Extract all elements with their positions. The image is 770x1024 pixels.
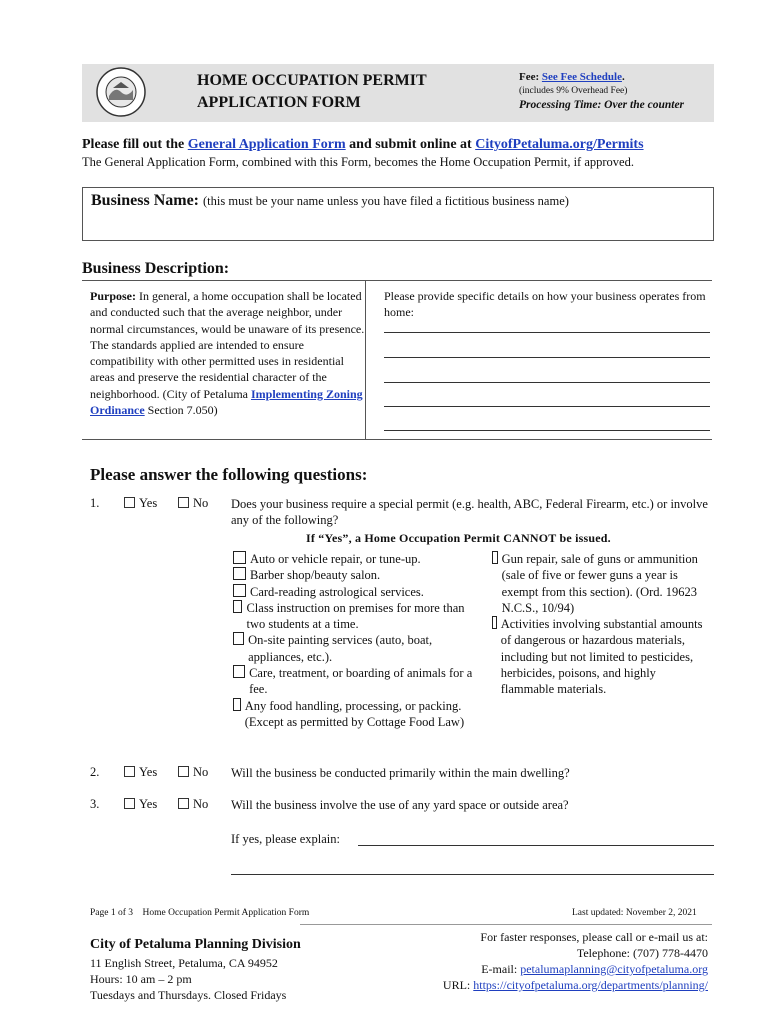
checkbox[interactable] xyxy=(178,798,189,809)
yes-label: Yes xyxy=(139,797,158,811)
office-days: Tuesdays and Thursdays. Closed Fridays xyxy=(90,988,287,1002)
office-address-block xyxy=(90,955,286,1003)
contact-intro: For faster responses, please call or e-mail us at: xyxy=(480,930,708,944)
checkbox[interactable] xyxy=(233,567,246,580)
footer-form-name: Home Occupation Permit Application Form xyxy=(142,908,310,918)
explain-line[interactable] xyxy=(358,845,714,846)
q1-yes-option[interactable] xyxy=(124,496,157,511)
fee-note: (includes 9% Overhead Fee) xyxy=(519,86,628,96)
url-label: URL: xyxy=(442,978,471,992)
processing-time: Processing Time: Over the counter xyxy=(519,99,685,111)
details-prompt: Please provide specific details on how your business operates from home: xyxy=(384,289,706,320)
question-2-text: Will the business be conducted primarily within the main dwelling? xyxy=(231,766,570,780)
question-3-number: 3. xyxy=(90,797,100,811)
intro-line-1 xyxy=(82,137,644,153)
checkbox[interactable] xyxy=(233,600,242,613)
checkbox[interactable] xyxy=(233,551,246,564)
business-name-field[interactable] xyxy=(82,187,714,241)
questions-heading: Please answer the following questions: xyxy=(90,465,368,484)
checkbox[interactable] xyxy=(492,551,498,564)
option-barber-shop[interactable] xyxy=(233,567,473,583)
zoning-ordinance-link[interactable]: Implementing Zoning Ordinance xyxy=(90,386,363,418)
street-address: 11 English Street, Petaluma, CA 94952 xyxy=(90,956,278,970)
purpose-label: Purpose: xyxy=(90,289,136,303)
no-label: No xyxy=(193,765,209,779)
option-label: Gun repair, sale of guns or ammunition (sale of five or fewer guns a year is exempt from this section). (Ord. 19623 N.C.S., 10/94) xyxy=(501,552,698,615)
option-gun-repair[interactable] xyxy=(492,551,712,616)
q2-no-option[interactable] xyxy=(178,765,208,780)
checkbox[interactable] xyxy=(178,766,189,777)
checkbox[interactable] xyxy=(233,698,241,711)
q3-yes-option[interactable] xyxy=(124,797,157,812)
q2-yes-option[interactable] xyxy=(124,765,157,780)
option-class-instruction[interactable] xyxy=(233,600,473,633)
fee-schedule-link[interactable]: See Fee Schedule xyxy=(541,71,622,83)
page-number: Page 1 of 3 xyxy=(90,908,134,918)
footer-page-info xyxy=(90,908,309,918)
question-1-text: Does your business require a special permit (e.g. health, ABC, Federal Firearm, etc.) or involve any of the following? xyxy=(231,497,708,527)
option-label: On-site painting services (auto, boat, appliances, etc.). xyxy=(248,633,433,664)
option-hazardous-materials[interactable] xyxy=(492,616,712,697)
intro-line-2: The General Application Form, combined with this Form, becomes the Home Occupation Permit, if approved. xyxy=(82,155,634,169)
city-seal-logo xyxy=(95,66,147,118)
checkbox[interactable] xyxy=(233,665,245,678)
no-label: No xyxy=(193,797,209,811)
fee-info xyxy=(519,70,719,112)
explain-label: If yes, please explain: xyxy=(231,832,340,846)
planning-url-link[interactable]: https://cityofpetaluma.org/departments/planning/ xyxy=(473,978,708,992)
business-name-note: (this must be your name unless you have filed a fictitious business name) xyxy=(203,194,569,208)
yes-label: Yes xyxy=(139,496,158,510)
q1-warning: If “Yes”, a Home Occupation Permit CANNOT be issued. xyxy=(306,531,611,545)
intro-prefix: Please fill out the xyxy=(82,137,185,152)
checkbox[interactable] xyxy=(233,584,246,597)
telephone: Telephone: (707) 778-4470 xyxy=(576,946,708,960)
option-auto-repair[interactable] xyxy=(233,551,473,567)
fee-label: Fee: xyxy=(519,71,540,83)
q1-left-options xyxy=(233,551,473,730)
checkbox[interactable] xyxy=(178,497,189,508)
footer-divider xyxy=(300,924,712,925)
explain-line[interactable] xyxy=(231,874,714,875)
question-1-number: 1. xyxy=(90,496,100,510)
checkbox[interactable] xyxy=(124,766,135,777)
option-card-reading[interactable] xyxy=(233,584,473,600)
permits-website-link[interactable]: CityofPetaluma.org/Permits xyxy=(475,137,644,152)
question-3-text: Will the business involve the use of any yard space or outside area? xyxy=(231,798,569,812)
option-label: Care, treatment, or boarding of animals for a fee. xyxy=(249,666,473,697)
form-title xyxy=(197,70,487,114)
option-label: Class instruction on premises for more than two students at a time. xyxy=(246,600,465,632)
option-label: Barber shop/beauty salon. xyxy=(250,568,381,583)
option-label: Card-reading astrological services. xyxy=(250,584,424,599)
details-line[interactable] xyxy=(384,357,710,358)
option-label: Auto or vehicle repair, or tune-up. xyxy=(250,552,421,566)
purpose-body: In general, a home occupation shall be located and conducted such that the average neighbor, under normal circumstances, would be unaware of its presence. The standards applied are intended to ensure compatibility with other permitted uses in residential areas and preserve the residential character of the neighborhood. (City of Petaluma xyxy=(90,289,365,401)
details-line[interactable] xyxy=(384,332,710,333)
title-line-2: APPLICATION FORM xyxy=(197,94,361,111)
contact-block xyxy=(400,929,708,993)
option-label: Any food handling, processing, or packing. (Except as permitted by Cottage Food Law) xyxy=(244,698,465,729)
q1-right-options xyxy=(492,551,712,698)
office-hours: Hours: 10 am – 2 pm xyxy=(90,972,192,986)
last-updated: Last updated: November 2, 2021 xyxy=(572,908,697,918)
checkbox[interactable] xyxy=(492,616,497,629)
business-description-heading: Business Description: xyxy=(82,260,230,277)
option-animal-care[interactable] xyxy=(233,665,473,698)
email-label: E-mail: xyxy=(481,962,518,976)
option-painting[interactable] xyxy=(233,632,473,665)
purpose-suffix: Section 7.050) xyxy=(147,403,218,418)
general-application-form-link[interactable]: General Application Form xyxy=(187,137,346,152)
column-divider xyxy=(365,281,366,439)
checkbox[interactable] xyxy=(124,497,135,508)
purpose-text xyxy=(90,288,365,418)
business-name-label: Business Name: xyxy=(91,192,200,209)
fee-suffix: . xyxy=(621,71,625,83)
details-field[interactable] xyxy=(384,288,714,321)
q3-no-option[interactable] xyxy=(178,797,208,812)
no-label: No xyxy=(193,496,209,510)
yes-label: Yes xyxy=(139,765,158,779)
planning-division-name: City of Petaluma Planning Division xyxy=(90,937,301,952)
question-2-number: 2. xyxy=(90,765,100,779)
option-label: Activities involving substantial amounts of dangerous or hazardous materials, including but not limited to pesticides, herbicides, poisons, and highly flammable materials. xyxy=(500,617,703,697)
checkbox[interactable] xyxy=(124,798,135,809)
q1-no-option[interactable] xyxy=(178,496,208,511)
title-line-1: HOME OCCUPATION PERMIT xyxy=(197,72,427,89)
details-line[interactable] xyxy=(384,430,710,431)
email-link[interactable]: petalumaplanning@cityofpetaluma.org xyxy=(520,962,708,976)
details-line[interactable] xyxy=(384,382,710,383)
details-line[interactable] xyxy=(384,406,710,407)
intro-mid: and submit online at xyxy=(349,137,472,152)
checkbox[interactable] xyxy=(233,632,244,645)
option-food-handling[interactable] xyxy=(233,698,473,731)
